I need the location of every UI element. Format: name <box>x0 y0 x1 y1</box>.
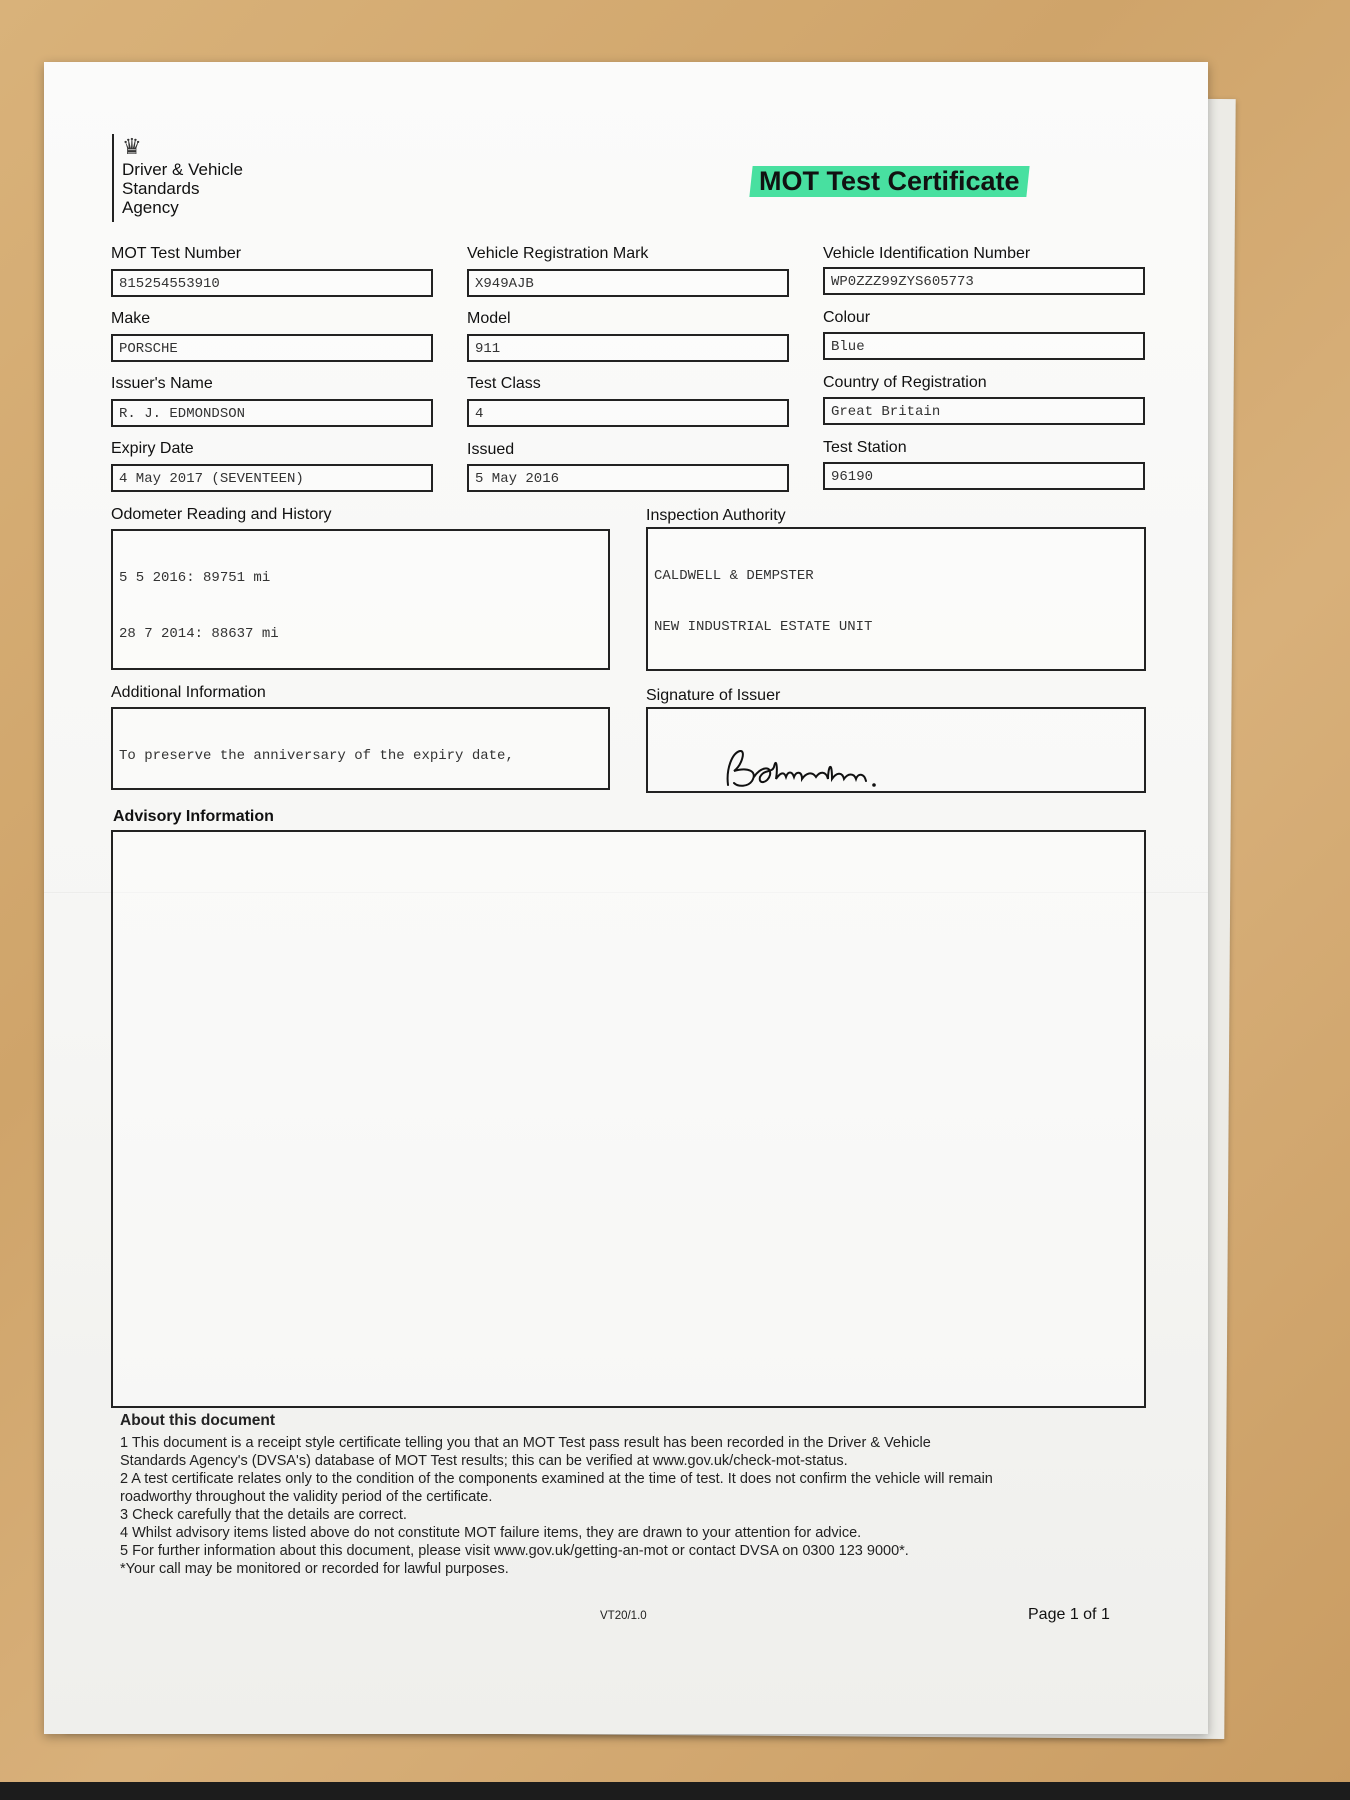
odometer-entry: 5 5 2016: 89751 mi <box>119 570 271 586</box>
agency-name-line-2: Standards <box>122 179 200 198</box>
additional-info-line: To preserve the anniversary of the expiry date, <box>119 748 514 764</box>
handwritten-signature-icon <box>688 727 1146 793</box>
signature-box <box>646 707 1146 793</box>
test-number-label: MOT Test Number <box>111 245 242 262</box>
agency-logo <box>112 134 243 222</box>
expiry-field: 4 May 2017 (SEVENTEEN) <box>111 464 433 492</box>
about-line: 3 Check carefully that the details are correct. <box>120 1507 407 1523</box>
vin-field: WP0ZZZ99ZYS605773 <box>823 267 1145 295</box>
inspection-authority-box <box>646 527 1146 671</box>
test-station-label: Test Station <box>823 439 907 456</box>
additional-info-box <box>111 707 610 790</box>
advisory-info-box <box>111 830 1146 1408</box>
about-line: 2 A test certificate relates only to the condition of the components examined at the time of test. It does not confirm the vehicle will remain <box>120 1471 993 1487</box>
agency-name-line-1: Driver & Vehicle <box>122 160 243 179</box>
test-number-field: 815254553910 <box>111 269 433 297</box>
authority-line <box>654 669 1138 671</box>
signature-label: Signature of Issuer <box>646 687 781 704</box>
colour-label: Colour <box>823 309 871 326</box>
issuer-name-field: R. J. EDMONDSON <box>111 399 433 427</box>
mot-certificate-document <box>44 62 1208 1734</box>
authority-line: NEW INDUSTRIAL ESTATE UNIT <box>654 619 873 635</box>
vin-label: Vehicle Identification Number <box>823 245 1031 262</box>
expiry-label: Expiry Date <box>111 440 194 457</box>
about-line: roadworthy throughout the validity period of the certificate. <box>120 1489 493 1505</box>
colour-field: Blue <box>823 332 1145 360</box>
issued-label: Issued <box>467 441 515 458</box>
advisory-label: Advisory Information <box>113 808 274 825</box>
country-label: Country of Registration <box>823 374 987 391</box>
model-field: 911 <box>467 334 789 362</box>
about-line: *Your call may be monitored or recorded for lawful purposes. <box>120 1561 509 1577</box>
registration-field: X949AJB <box>467 269 789 297</box>
registration-label: Vehicle Registration Mark <box>467 245 649 262</box>
test-class-field: 4 <box>467 399 789 427</box>
odometer-entry: 28 7 2014: 88637 mi <box>119 626 279 642</box>
test-class-label: Test Class <box>467 375 541 392</box>
about-line: 1 This document is a receipt style certificate telling you that an MOT Test pass result has been recorded in the Driver & Vehicle <box>120 1435 931 1451</box>
make-label: Make <box>111 310 151 327</box>
test-station-field: 96190 <box>823 462 1145 490</box>
make-field: PORSCHE <box>111 334 433 362</box>
odometer-label: Odometer Reading and History <box>111 506 332 523</box>
country-field: Great Britain <box>823 397 1145 425</box>
background-edge <box>0 1782 1350 1800</box>
about-line: 5 For further information about this document, please visit www.gov.uk/getting-an-mot or contact DVSA on 0300 123 9000*. <box>120 1543 909 1559</box>
document-title-text: MOT Test Certificate <box>759 166 1020 196</box>
additional-info-label: Additional Information <box>111 684 266 701</box>
about-section <box>120 1412 1160 1578</box>
about-line: 4 Whilst advisory items listed above do not constitute MOT failure items, they are drawn to your attention for advice. <box>120 1525 862 1541</box>
issuer-name-label: Issuer's Name <box>111 375 213 392</box>
inspection-authority-label: Inspection Authority <box>646 507 786 524</box>
document-title <box>750 166 1030 197</box>
authority-line: CALDWELL & DEMPSTER <box>654 568 814 584</box>
royal-crest-icon: ♛ <box>122 134 142 159</box>
model-label: Model <box>467 310 511 327</box>
issued-field: 5 May 2016 <box>467 464 789 492</box>
form-code: VT20/1.0 <box>600 1610 647 1622</box>
about-heading: About this document <box>120 1412 275 1429</box>
agency-name-line-3: Agency <box>122 198 179 217</box>
page-number: Page 1 of 1 <box>1028 1606 1110 1623</box>
odometer-history-box <box>111 529 610 670</box>
about-line: Standards Agency's (DVSA's) database of MOT Test results; this can be verified at www.gov.uk/check-mot-status. <box>120 1453 848 1469</box>
